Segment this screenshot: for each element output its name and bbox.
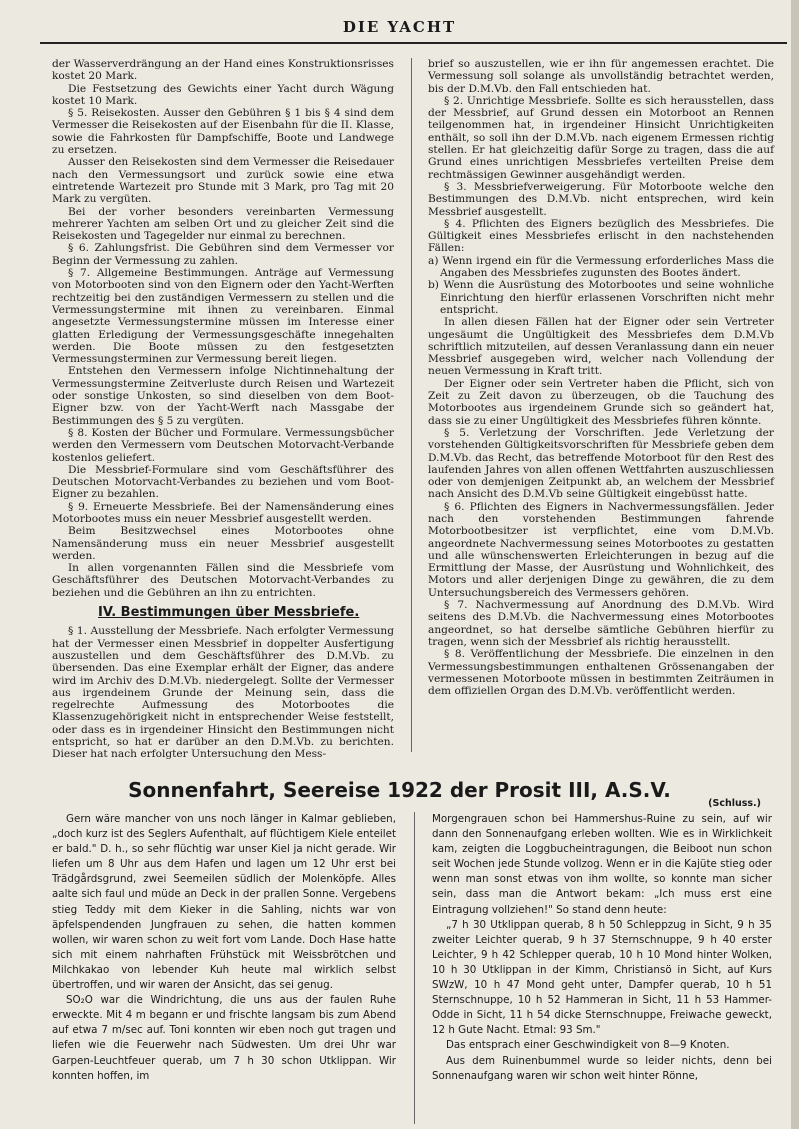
- paragraph: § 8. Veröffentlichung der Messbriefe. Die einzelnen in den Vermessungsbestimmungen enthaltenen Grössenangaben der vermessenen Motorboote müssen in bestimmten Zeiträumen in dem offiziellen Organ des D.M.Vb. veröffentlicht werden.: [428, 648, 774, 698]
- article-title: Sonnenfahrt, Seereise 1922 der Prosit III, A.S.V.: [128, 778, 671, 802]
- paragraph: § 5. Verletzung der Vorschriften. Jede Verletzung der vorstehenden Gültigkeitsvorschriften für Messbriefe geben dem D.M.Vb. das Recht, das betreffende Motorboot für den Rest des laufenden Jahres von allen offenen Wettfahrten auszuschliessen oder von demjenigen Zeitpunkt ab, an welchem der Messbrief nach Ansicht des D.M.Vb seine Gültigkeit eingebüsst hatte.: [428, 426, 774, 501]
- paragraph: § 9. Erneuerte Messbriefe. Bei der Namensänderung eines Motorbootes muss ein neuer Messbrief ausgestellt werden.: [52, 500, 394, 525]
- paragraph: § 7. Allgemeine Bestimmungen. Anträge auf Vermessung von Motorbooten sind von den Eignern oder den Yacht-Werften rechtzeitig bei den zuständigen Vermessern zu stellen und die Vermessungstermine mit ihnen zu vereinbaren. Einmal angesetzte Vermessungstermine müssen im Interesse einer glatten Erledigung der Vermessungsgeschäfte innegehalten werden. Die Boote müssen zu den festgesetzten Vermessungsterminen zur Vermessung bereit liegen.: [52, 267, 394, 366]
- list-item: a) Wenn irgend ein für die Vermessung erforderliches Mass die Angaben des Messbriefes zugunsten des Bootes ändert.: [428, 254, 774, 280]
- page-edge-shadow: [791, 0, 799, 1129]
- paragraph: § 4. Pflichten des Eigners bezüglich des Messbriefes. Die Gültigkeit eines Messbriefes erlischt in den nachstehenden Fällen:: [428, 217, 774, 255]
- paragraph: SO₂O war die Windrichtung, die uns aus der faulen Ruhe erweckte. Mit 4 m begann er und frischte langsam bis zum Abend auf etwa 7 m/sec auf. Toni konnten wir eben noch gut tragen und liefen wie die Feuerwehr nach Südwesten. Um drei Uhr war Garpen-Leuchtfeuer querab, um 7 h 30 schon Utklippan. Wir konnten hoffen, im: [52, 994, 396, 1082]
- article-left-column: [52, 812, 396, 1124]
- section-heading: IV. Bestimmungen über Messbriefe.: [98, 605, 360, 621]
- paragraph: In allen diesen Fällen hat der Eigner oder sein Vertreter ungesäumt die Ungültigkeit des Messbriefes dem D.M.Vb schriftlich mitzuteilen, auf dessen Veranlassung dann ein neuer Messbrief ausgegeben wird, welcher nach Vollendung der neuen Vermessung in Kraft tritt.: [428, 316, 774, 378]
- paragraph: Der Eigner oder sein Vertreter haben die Pflicht, sich von Zeit zu Zeit davon zu überzeugen, ob die Tauchung des Motorbootes aus irgendeinem Grunde sich so geändert hat, dass sie zu einer Ungültigkeit des Messbriefes führen könnte.: [428, 377, 774, 427]
- paragraph: Morgengrauen schon bei Hammershus-Ruine zu sein, auf wir dann den Sonnenaufgang erleben wollten. Wie es in Wirklichkeit kam, zeigten die Loggbucheintragungen, die Beiboot nun schon seit Wochen jede Stunde vollzog. Wenn er in die Kajüte stieg oder wenn man sonst etwas von ihm wollte, so konnte man sicher sein, dass man die Antwort bekam: „Ich muss erst eine Eintragung vollziehen!" So stand denn heute:: [432, 813, 772, 916]
- article-right-column: [432, 812, 772, 1124]
- continuation-note: (Schluss.): [708, 798, 761, 809]
- paragraph: § 1. Ausstellung der Messbriefe. Nach erfolgter Vermessung hat der Vermesser einen Messbrief in doppelter Ausfertigung auszustellen und dem Geschäftsführer des D.M.Vb. zu übersenden. Das eine Exemplar erhält der Eigner, das andere wird im Archiv des D.M.Vb. niedergelegt. Sollte der Vermesser aus irgendeinem Grunde der Meinung sein, dass die regelrechte Aufmessung des Motorbootes die Klassenzugehörigkeit nicht in entsprechender Weise feststellt, oder dass es in irgendeiner Hinsicht den Bestimmungen nicht entspricht, so hat er darüber an den D.M.Vb. zu berichten. Dieser hat nach erfolgter Untersuchung den Mess-: [52, 625, 394, 761]
- paragraph: § 6. Pflichten des Eigners in Nachvermessungsfällen. Jeder nach den vorstehenden Bestimmungen fahrende Motorbootbesitzer ist verpflichtet, eine vom D.M.Vb. angeordnete Nachvermessung seines Motorbootes zu gestatten und alle wünschenswerten Erleichterungen in bezug auf die Ermittlung der Masse, der Ausrüstung und Wohnlichkeit, des Motors und aller derjenigen Dinge zu gewähren, die zu dem Untersuchungsbereich des Vermessers gehören.: [428, 500, 774, 599]
- paragraph: § 7. Nachvermessung auf Anordnung des D.M.Vb. Wird seitens des D.M.Vb. die Nachvermessung eines Motorbootes angeordnet, so hat derselbe sämtliche Gebühren hierfür zu tragen, wenn sich der Messbrief als richtig herausstellt.: [428, 599, 774, 648]
- paragraph: Bei der vorher besonders vereinbarten Vermessung mehrerer Yachten am selben Ort und zu gleicher Zeit sind die Reisekosten und Tagegelder nur einmal zu berechnen.: [52, 205, 394, 243]
- list-item: b) Wenn die Ausrüstung des Motorbootes und seine wohnliche Einrichtung den hierfür erlassenen Vorschriften nicht mehr entspricht.: [428, 279, 774, 316]
- paragraph: der Wasserverdrängung an der Hand eines Konstruktionsrisses kostet 20 Mark.: [52, 58, 394, 83]
- left-column: [52, 58, 394, 761]
- column-divider: [411, 58, 412, 752]
- paragraph: In allen vorgenannten Fällen sind die Messbriefe vom Geschäftsführer des Deutschen Motorvacht-Verbandes zu beziehen und die Gebühren an ihn zu entrichten.: [52, 562, 394, 599]
- paragraph: § 6. Zahlungsfrist. Die Gebühren sind dem Vermesser vor Beginn der Vermessung zu zahlen.: [52, 242, 394, 267]
- paragraph: Das entsprach einer Geschwindigkeit von 8—9 Knoten.: [446, 1039, 730, 1052]
- page-header: DIE YACHT: [342, 18, 457, 36]
- right-column: [428, 58, 774, 752]
- header-rule: [40, 42, 787, 44]
- paragraph: Beim Besitzwechsel eines Motorbootes ohne Namensänderung muss ein neuer Messbrief ausgestellt werden.: [52, 525, 394, 562]
- column-divider: [414, 812, 415, 1124]
- paragraph: Entstehen den Vermessern infolge Nichtinnehaltung der Vermessungstermine Zeitverluste durch Reisen und Wartezeit oder sonstige Unkosten, so sind dieselben von dem Boot-Eigner bzw. von der Yacht-Werft nach Massgabe der Bestimmungen des § 5 zu vergüten.: [52, 365, 394, 427]
- paragraph: § 5. Reisekosten. Ausser den Gebühren § 1 bis § 4 sind dem Vermesser die Reisekosten auf der Eisenbahn für die II. Klasse, sowie die Fahrkosten für Dampfschiffe, Boote und Landwege zu ersetzen.: [52, 107, 394, 157]
- log-entry: „7 h 30 Utklippan querab, 8 h 50 Schleppzug in Sicht, 9 h 35 zweiter Leichter querab, 9 h 37 Sternschnuppe, 9 h 40 erster Leichter, 9 h 42 Schlepper querab, 10 h 10 Mond hinter Wolken, 10 h 30 Utklippan in der Kimm, Christiansö in Sicht, auf Kurs SWzW, 10 h 47 Mond geht unter, Dampfer querab, 10 h 51 Sternschnuppe, 10 h 52 Hammeran in Sicht, 11 h 53 Hammer-Odde in Sicht, 11 h 54 dicke Sternschnuppe, Freiwache geweckt, 12 h Gute Nacht. Etmal: 93 Sm.": [432, 918, 772, 1037]
- paragraph: Ausser den Reisekosten sind dem Vermesser die Reisedauer nach den Vermessungsort und zurück sowie eine etwa eintretende Wartezeit pro Stunde mit 3 Mark, pro Tag mit 20 Mark zu vergüten.: [52, 156, 394, 206]
- paragraph: § 8. Kosten der Bücher und Formulare. Vermessungsbücher werden den Vermessern vom Deutschen Motorvacht-Verbande kostenlos geliefert.: [52, 426, 394, 464]
- paragraph: brief so auszustellen, wie er ihn für angemessen erachtet. Die Vermessung soll solange als unvollständig betrachtet werden, bis der D.M.Vb. den Fall entschieden hat.: [428, 58, 774, 95]
- paragraph: Die Messbrief-Formulare sind vom Geschäftsführer des Deutschen Motorvacht-Verbandes zu beziehen und vom Boot-Eigner zu bezahlen.: [52, 463, 394, 501]
- paragraph: Die Festsetzung des Gewichts einer Yacht durch Wägung kostet 10 Mark.: [52, 82, 394, 107]
- paragraph: § 2. Unrichtige Messbriefe. Sollte es sich herausstellen, dass der Messbrief, auf Grund dessen ein Motorboot an Rennen teilgenommen hat, in irgendeiner Hinsicht Unrichtigkeiten enthält, so soll ihn der D.M.Vb. nach eigenem Ermessen richtig stellen. Er hat gleichzeitig dafür Sorge zu tragen, dass die auf Grund eines unrichtigen Messbriefes verteilten Preise dem rechtmässigen Gewinner ausgehändigt werden.: [428, 94, 774, 181]
- paragraph: § 3. Messbriefverweigerung. Für Motorboote welche den Bestimmungen des D.M.Vb. nicht entsprechen, wird kein Messbrief ausgestellt.: [428, 180, 774, 218]
- paragraph: Aus dem Ruinenbummel wurde so leider nichts, denn bei Sonnenaufgang waren wir schon weit hinter Rönne,: [432, 1054, 772, 1082]
- paragraph: Gern wäre mancher von uns noch länger in Kalmar geblieben, „doch kurz ist des Seglers Aufenthalt, auf flüchtigem Kiele enteilet er bald." D. h., so sehr flüchtig war unser Kiel ja nicht gerade. Wir liefen um 8 Uhr aus dem Hafen und lagen um 12 Uhr erst bei Trädgårdsgrund, zwei Seemeilen südlich der Molenköpfe. Alles aalte sich faul und müde an Deck in der prallen Sonne. Vergebens stieg Teddy mit dem Kieker in die Sahling, nichts war von äpfelspendenden Jungfrauen zu sehen, die hatten kommen wollen, wir waren schon zu weit fort vom Lande. Doch Hase hatte sich mit einem nahrhaften Frühstück mit Weissbrötchen und Milchkakao von lebender Kuh heute mal wirklich selbst übertroffen, und wir waren der Ansicht, das sei genug.: [52, 813, 396, 992]
